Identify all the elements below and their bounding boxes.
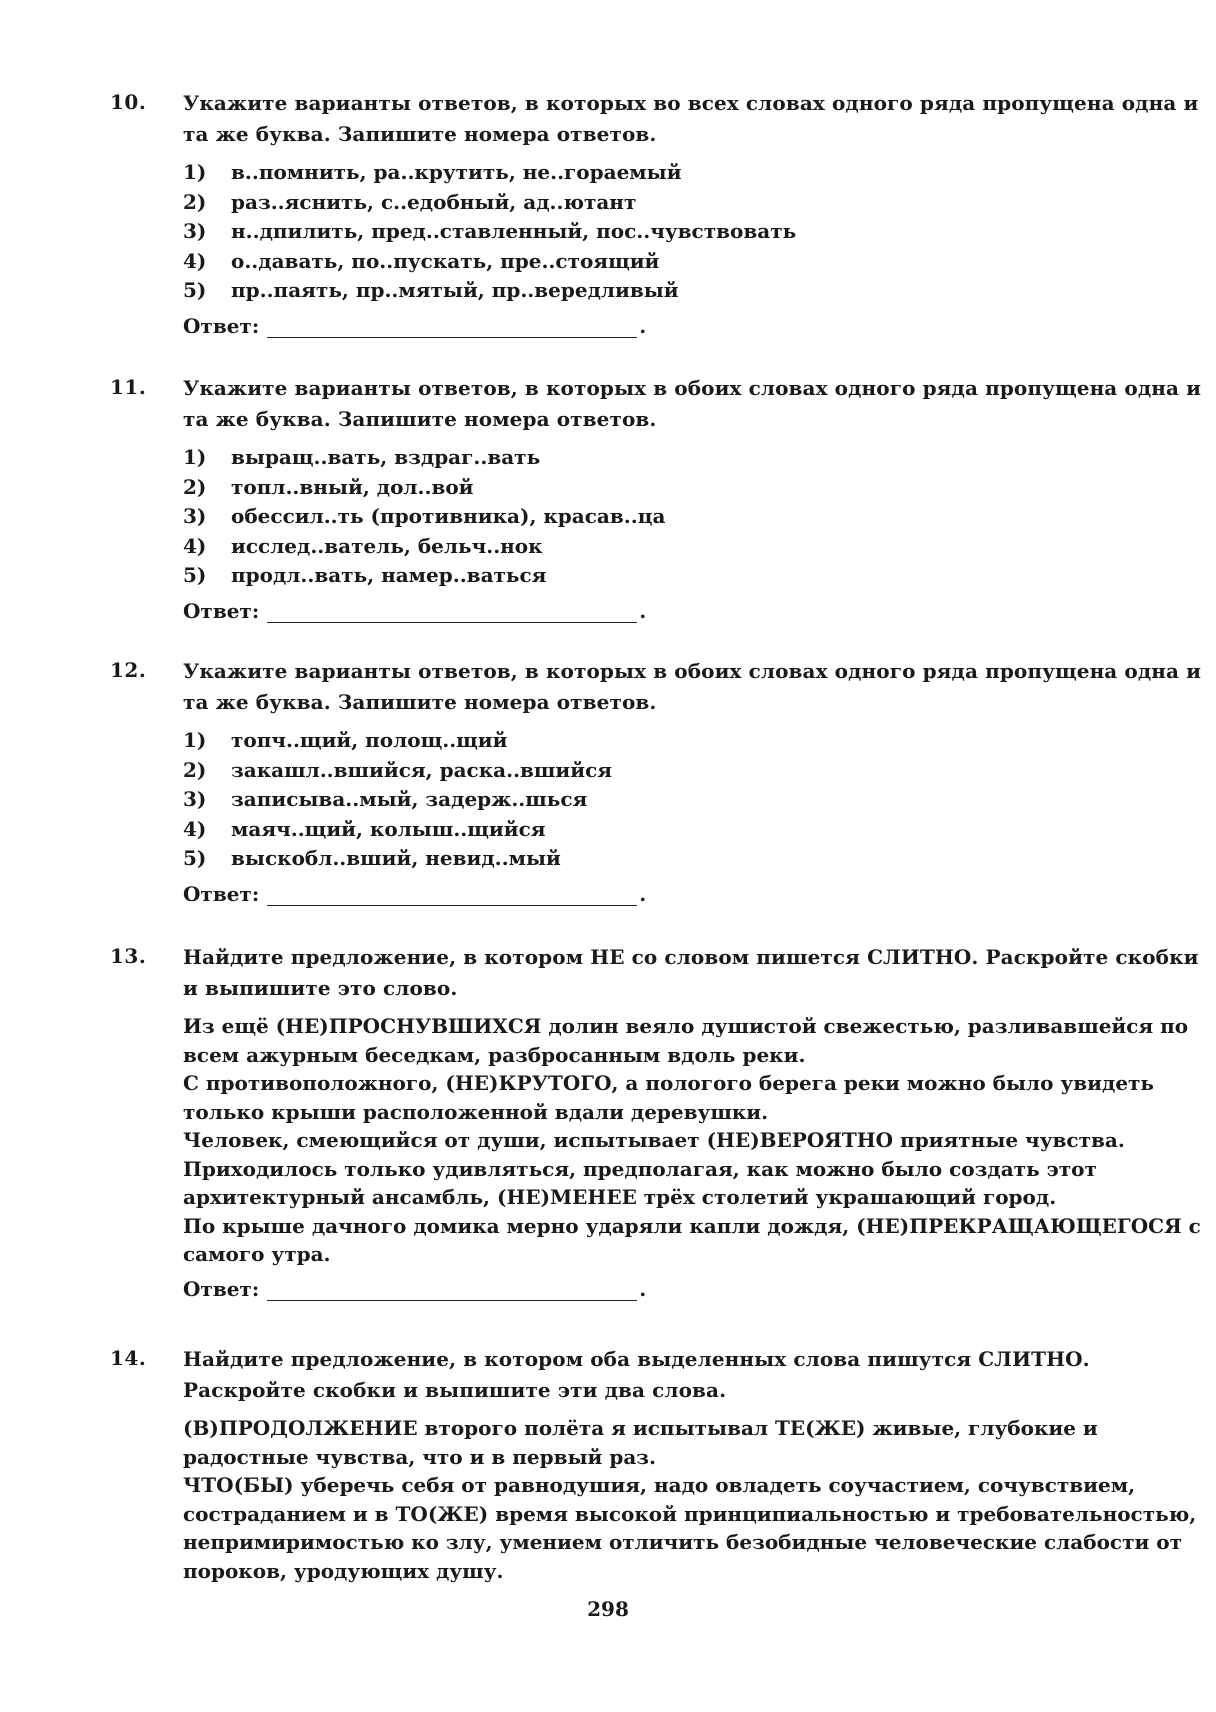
option-number: 1) [183, 445, 207, 469]
answer-label: Ответ: [183, 1276, 260, 1301]
sentence: (В)ПРОДОЛЖЕНИЕ второго полёта я испытывал ТЕ(ЖЕ) живые, глубокие и радостные чувства, что и в первый раз. [183, 1416, 1098, 1469]
option-number: 4) [183, 533, 207, 558]
option-number: 3) [183, 787, 207, 811]
option-number: 4) [183, 248, 207, 273]
option-text: записыва..мый, задерж..шься [231, 787, 588, 811]
option [183, 158, 1210, 188]
answer-row: Ответ: . [183, 313, 647, 338]
option-number: 5) [183, 563, 207, 587]
option [183, 815, 1210, 845]
option [183, 785, 1210, 815]
option-number: 4) [183, 816, 207, 841]
answer-label: Ответ: [183, 313, 260, 338]
option [183, 561, 1210, 591]
sentences-block [183, 1012, 1210, 1269]
options-list [183, 443, 1210, 591]
sentence: С противоположного, (НЕ)КРУТОГО, а пологого берега реки можно было увидеть только крыши расположенной вдали деревушки. [183, 1071, 1155, 1124]
task-prompt: Укажите варианты ответов, в которых в обоих словах одного ряда пропущена одна и та же буква. Запишите номера ответов. [183, 376, 1202, 431]
option-number: 3) [183, 219, 207, 243]
task-11 [110, 373, 1210, 623]
option-text: выскобл..вший, невид..мый [231, 846, 561, 870]
answer-row: Ответ: . [183, 598, 647, 623]
option-text: пр..паять, пр..мятый, пр..вередливый [231, 278, 679, 302]
option [183, 247, 1210, 277]
task-number: 10. [110, 90, 147, 114]
option-text: топч..щий, полощ..щий [231, 728, 508, 752]
sentence: Приходилось только удивляться, предполагая, как можно было создать этот архитектурный ансамбль, (НЕ)МЕНЕЕ трёх столетий украшающий город. [183, 1156, 1097, 1209]
option-number: 2) [183, 474, 207, 499]
sentence: Из ещё (НЕ)ПРОСНУВШИХСЯ долин веяло душистой свежестью, разливавшейся по всем ажурным беседкам, разбросанным вдоль реки. [183, 1014, 1189, 1067]
option-text: исслед..ватель, бельч..нок [231, 533, 543, 558]
option-text: о..давать, по..пускать, пре..стоящий [231, 248, 660, 273]
page-number: 298 [587, 1597, 629, 1621]
option-number: 1) [183, 728, 207, 752]
task-10 [110, 88, 1210, 338]
option-number: 2) [183, 189, 207, 214]
task-12 [110, 656, 1210, 906]
option-number: 1) [183, 160, 207, 184]
option-number: 5) [183, 278, 207, 302]
option [183, 844, 1210, 874]
option-text: н..дпилить, пред..ставленный, пос..чувствовать [231, 219, 797, 243]
option-text: раз..яснить, с..едобный, ад..ютант [231, 189, 637, 214]
option-text: в..помнить, ра..крутить, не..гораемый [231, 160, 682, 184]
option [183, 532, 1210, 562]
task-number: 11. [110, 375, 147, 399]
task-prompt: Укажите варианты ответов, в которых в обоих словах одного ряда пропущена одна и та же буква. Запишите номера ответов. [183, 659, 1202, 714]
option-text: обессил..ть (противника), красав..ца [231, 504, 666, 528]
option [183, 502, 1210, 532]
answer-field[interactable] [267, 319, 637, 338]
sentence: Человек, смеющийся от души, испытывает (НЕ)ВЕРОЯТНО приятные чувства. [183, 1128, 1125, 1152]
option [183, 756, 1210, 786]
answer-label: Ответ: [183, 881, 260, 906]
option-text: выращ..вать, вздраг..вать [231, 445, 541, 469]
option-number: 3) [183, 504, 207, 528]
option-number: 2) [183, 757, 207, 782]
option-number: 5) [183, 846, 207, 870]
sentence: ЧТО(БЫ) уберечь себя от равнодушия, надо овладеть соучастием, сочувствием, состраданием и в ТО(ЖЕ) время высокой принципиальностью и требовательностью, непримиримостью ко злу, умением отличить безобидные человеческие слабости от пороков, уродующих душу. [183, 1473, 1197, 1583]
sentences-block [183, 1414, 1210, 1585]
task-number: 12. [110, 658, 147, 682]
option-text: маяч..щий, колыш..щийся [231, 816, 546, 841]
answer-row: Ответ: . [183, 1276, 647, 1301]
task-prompt: Найдите предложение, в котором НЕ со словом пишется СЛИТНО. Раскройте скобки и выпишите это слово. [183, 945, 1199, 1000]
option [183, 217, 1210, 247]
answer-row: Ответ: . [183, 881, 647, 906]
task-prompt: Укажите варианты ответов, в которых во всех словах одного ряда пропущена одна и та же буква. Запишите номера ответов. [183, 91, 1199, 146]
option-text: продл..вать, намер..ваться [231, 563, 547, 587]
option [183, 473, 1210, 503]
task-13 [110, 942, 1210, 1301]
task-number: 14. [110, 1346, 147, 1370]
options-list [183, 158, 1210, 306]
answer-field[interactable] [267, 1282, 637, 1301]
option [183, 443, 1210, 473]
option-text: топл..вный, дол..вой [231, 474, 474, 499]
option [183, 726, 1210, 756]
option [183, 188, 1210, 218]
sentence: По крыше дачного домика мерно ударяли капли дождя, (НЕ)ПРЕКРАЩАЮЩЕГОСЯ с самого утра. [183, 1213, 1201, 1266]
task-prompt: Найдите предложение, в котором оба выделенных слова пишутся СЛИТНО. Раскройте скобки и выпишите эти два слова. [183, 1347, 1090, 1402]
options-list [183, 726, 1210, 874]
answer-field[interactable] [267, 604, 637, 623]
task-14 [110, 1344, 1210, 1585]
option-text: закашл..вшийся, раска..вшийся [231, 757, 613, 782]
answer-field[interactable] [267, 887, 637, 906]
answer-label: Ответ: [183, 598, 260, 623]
option [183, 276, 1210, 306]
task-number: 13. [110, 944, 147, 968]
